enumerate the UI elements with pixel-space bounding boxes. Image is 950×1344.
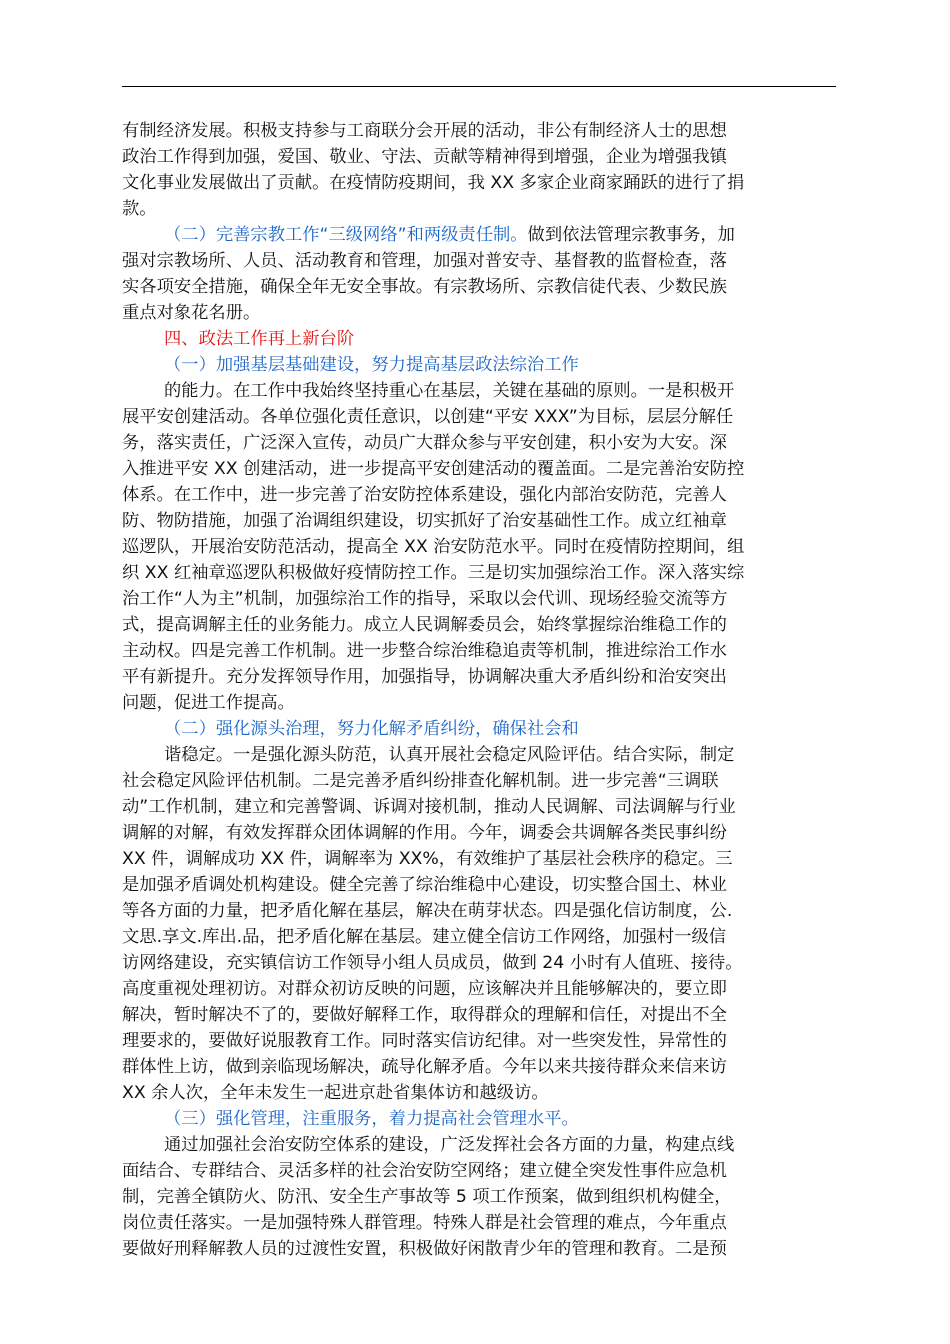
body-line: 巡逻队，开展治安防范活动，提高全 XX 治安防范水平。同时在疫情防控期间，组	[122, 537, 745, 557]
body-line: 款。	[122, 199, 157, 219]
body-line: 制，完善全镇防火、防汛、安全生产事故等 5 项工作预案，做到组织机构健全，	[122, 1187, 732, 1207]
body-line: XX 件，调解成功 XX 件，调解率为 XX%，有效维护了基层社会秩序的稳定。三	[122, 849, 733, 869]
body-line: 解决，暂时解决不了的，要做好解释工作，取得群众的理解和信任，对提出不全	[122, 1005, 727, 1025]
body-line: 体系。在工作中，进一步完善了治安防控体系建设，强化内部治安防范，完善人	[122, 485, 727, 505]
body-line: 群体性上访，做到亲临现场解决，疏导化解矛盾。今年以来共接待群众来信来访	[122, 1057, 727, 1077]
body-line: 问题，促进工作提高。	[122, 693, 295, 713]
body-line: 文思.享文.库出.品，把矛盾化解在基层。建立健全信访工作网络，加强村一级信	[122, 927, 727, 947]
body-line: 平有新提升。充分发挥领导作用，加强指导，协调解决重大矛盾纠纷和治安突出	[122, 667, 727, 687]
body-line: 是加强矛盾调处机构建设。健全完善了综治维稳中心建设，切实整合国土、林业	[122, 875, 727, 895]
body-line: 通过加强社会治安防空体系的建设，广泛发挥社会各方面的力量，构建点线	[164, 1135, 735, 1155]
body-line: 社会稳定风险评估机制。二是完善矛盾纠纷排查化解机制。进一步完善“三调联	[122, 771, 719, 791]
body-line: 防、物防措施，加强了治调组织建设，切实抓好了治安基础性工作。成立红袖章	[122, 511, 727, 531]
body-line: 的能力。在工作中我始终坚持重心在基层，关键在基础的原则。一是积极开	[164, 381, 735, 401]
body-line: 等各方面的力量，把矛盾化解在基层，解决在萌芽状态。四是强化信访制度，公.	[122, 901, 733, 921]
subheading-text: （二）完善宗教工作“三级网络”和两级责任制。	[164, 225, 528, 245]
text-line	[122, 222, 836, 248]
body-text: 做到依法管理宗教事务，加	[527, 225, 735, 245]
body-line: 实各项安全措施，确保全年无安全事故。有宗教场所、宗教信徒代表、少数民族	[122, 277, 727, 297]
body-line: 入推进平安 XX 创建活动，进一步提高平安创建活动的覆盖面。二是完善治安防控	[122, 459, 745, 479]
subheading-line: （一）加强基层基础建设，努力提高基层政法综治工作	[164, 355, 579, 375]
body-line: 式，提高调解主任的业务能力。成立人民调解委员会，始终掌握综治维稳工作的	[122, 615, 727, 635]
body-line: 理要求的，要做好说服教育工作。同时落实信访纪律。对一些突发性，异常性的	[122, 1031, 727, 1051]
body-line: 文化事业发展做出了贡献。在疫情防疫期间，我 XX 多家企业商家踊跃的进行了捐	[122, 173, 745, 193]
body-line: 强对宗教场所、人员、活动教育和管理，加强对普安寺、基督教的监督检查，落	[122, 251, 727, 271]
body-line: 高度重视处理初访。对群众初访反映的问题，应该解决并且能够解决的，要立即	[122, 979, 727, 999]
body-line: 调解的对解，有效发挥群众团体调解的作用。今年，调委会共调解各类民事纠纷	[122, 823, 727, 843]
body-line: 织 XX 红袖章巡逻队积极做好疫情防控工作。三是切实加强综治工作。深入落实综	[122, 563, 745, 583]
body-line: 主动权。四是完善工作机制。进一步整合综治维稳追责等机制，推进综治工作水	[122, 641, 727, 661]
body-line: 治工作“人为主”机制，加强综治工作的指导，采取以会代训、现场经验交流等方	[122, 589, 728, 609]
body-line: 重点对象花名册。	[122, 303, 261, 323]
header-rule	[122, 86, 836, 87]
document-body	[122, 118, 836, 1262]
body-line: XX 余人次，全年未发生一起进京赴省集体访和越级访。	[122, 1083, 549, 1103]
body-line: 展平安创建活动。各单位强化责任意识，以创建“平安 XXX”为目标，层层分解任	[122, 407, 734, 427]
body-line: 谐稳定。一是强化源头防范，认真开展社会稳定风险评估。结合实际，制定	[164, 745, 735, 765]
body-line: 岗位责任落实。一是加强特殊人群管理。特殊人群是社会管理的难点，今年重点	[122, 1213, 727, 1233]
section-heading: 四、政法工作再上新台阶	[164, 329, 355, 349]
body-line: 动”工作机制，建立和完善警调、诉调对接机制，推动人民调解、司法调解与行业	[122, 797, 736, 817]
body-line: 政治工作得到加强，爱国、敬业、守法、贡献等精神得到增强，企业为增强我镇	[122, 147, 727, 167]
body-line: 务，落实责任，广泛深入宣传，动员广大群众参与平安创建，积小安为大安。深	[122, 433, 727, 453]
subheading-line: （二）强化源头治理，努力化解矛盾纠纷，确保社会和	[164, 719, 579, 739]
subheading-line: （三）强化管理，注重服务，着力提高社会管理水平。	[164, 1109, 579, 1129]
body-line: 要做好刑释解教人员的过渡性安置，积极做好闲散青少年的管理和教育。二是预	[122, 1239, 727, 1259]
body-line: 面结合、专群结合、灵活多样的社会治安防空网络；建立健全突发性事件应急机	[122, 1161, 727, 1181]
body-line: 有制经济发展。积极支持参与工商联分会开展的活动，非公有制经济人士的思想	[122, 121, 727, 141]
body-line: 访网络建设，充实镇信访工作领导小组人员成员，做到 24 小时有人值班、接待。	[122, 953, 743, 973]
